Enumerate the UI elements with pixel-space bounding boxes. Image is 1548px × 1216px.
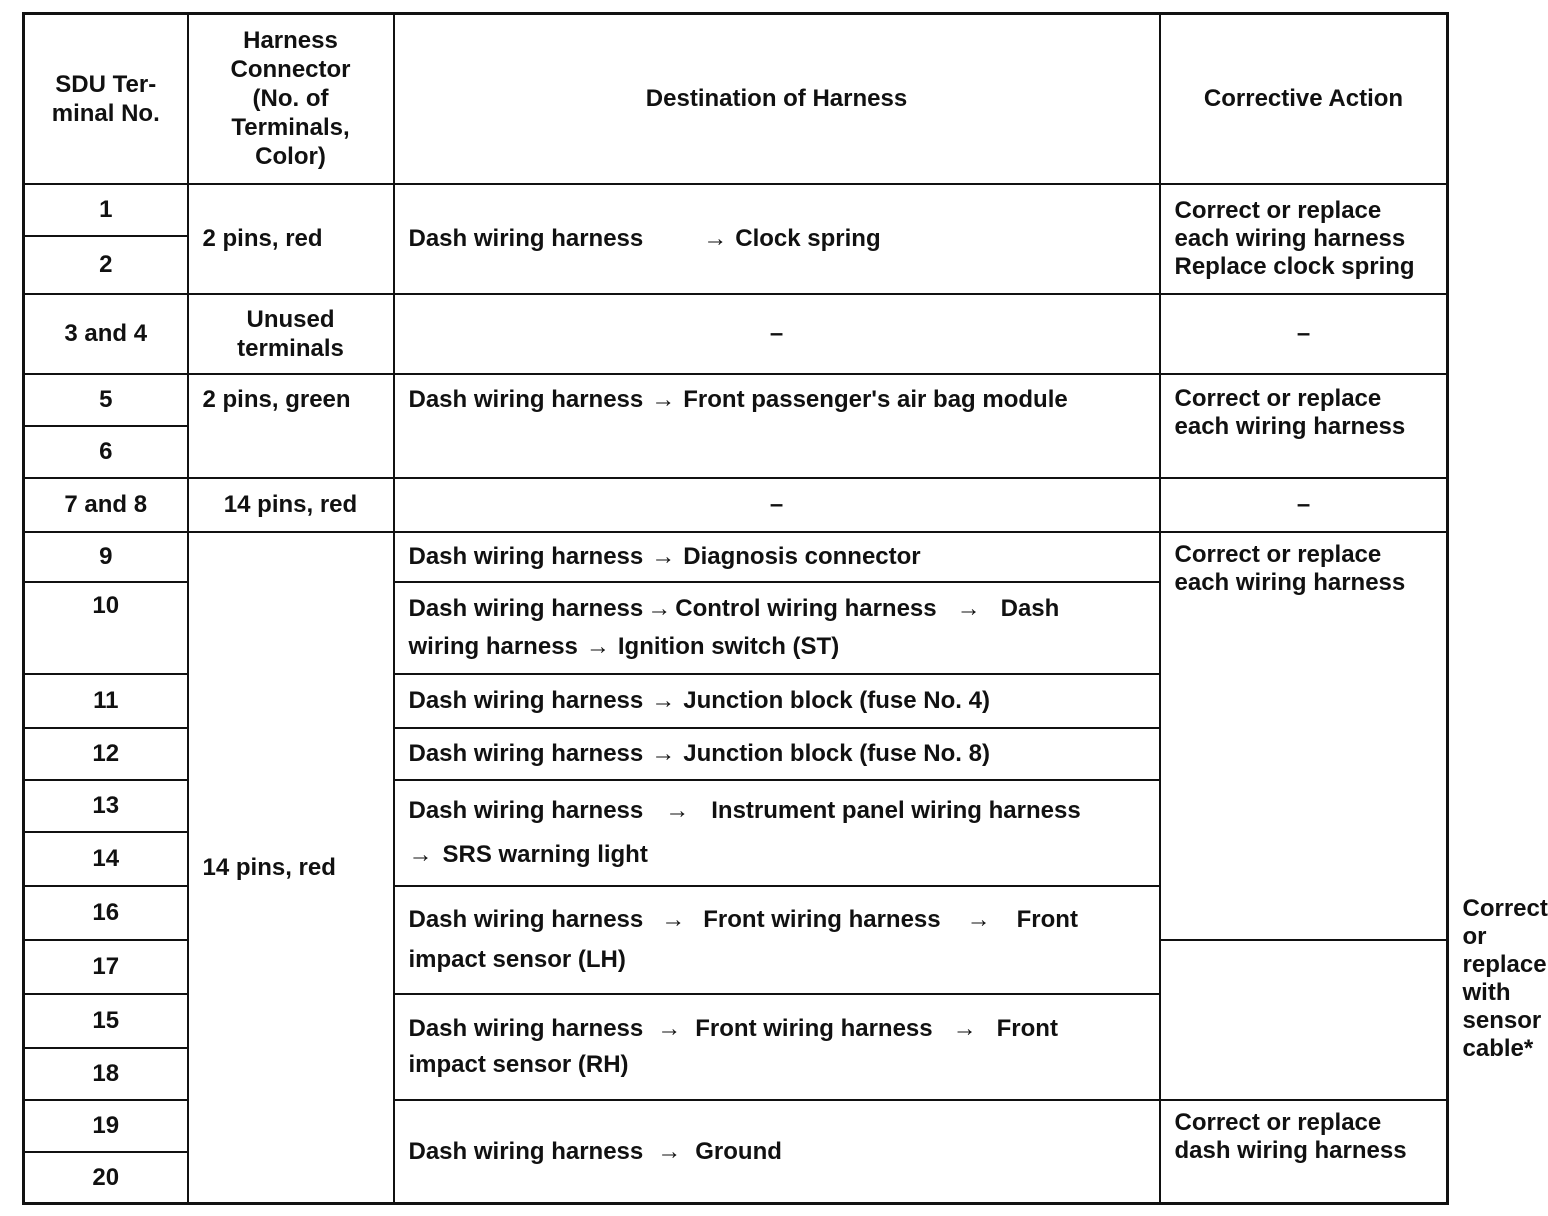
- terminal-cell: 18: [24, 1048, 188, 1100]
- arrow-icon: →: [651, 543, 676, 570]
- table-row: [24, 478, 1448, 532]
- table-row: [24, 374, 1448, 426]
- terminal-cell: 7 and 8: [24, 478, 188, 532]
- destination-cell: Dash wiring harness → Front passenger's air bag module: [394, 374, 1160, 478]
- destination-cell: Dash wiring harness → Junction block (fuse No. 8): [394, 728, 1160, 780]
- terminal-cell: 10: [24, 582, 188, 674]
- action-cell: –: [1160, 478, 1448, 532]
- terminal-cell: 3 and 4: [24, 294, 188, 374]
- header-action: Corrective Action: [1160, 14, 1448, 184]
- terminal-cell: 11: [24, 674, 188, 728]
- destination-cell: Dash wiring harness → Front wiring harness → Front impact sensor (LH): [394, 886, 1160, 994]
- arrow-icon: →: [651, 687, 676, 714]
- terminal-cell: 14: [24, 832, 188, 886]
- action-cell: Correct or replace each wiring harness: [1160, 374, 1448, 478]
- header-terminal: SDU Ter- minal No.: [24, 14, 188, 184]
- action-cell: –: [1160, 294, 1448, 374]
- action-cell: Correct or replace dash wiring harness: [1160, 1100, 1448, 1204]
- destination-cell: Dash wiring harness → Front wiring harness → Front impact sensor (RH): [394, 994, 1160, 1100]
- terminal-cell: 20: [24, 1152, 188, 1204]
- table-header-row: [24, 14, 1448, 184]
- action-cell: Correct or replace each wiring harness Replace clock spring: [1160, 184, 1448, 294]
- terminal-cell: 19: [24, 1100, 188, 1152]
- terminal-cell: 9: [24, 532, 188, 582]
- arrow-icon: →: [651, 385, 676, 413]
- destination-cell: Dash wiring harness → Control wiring harness → Dash wiring harness → Ignition switch (ST): [394, 582, 1160, 674]
- arrow-icon: →: [651, 740, 676, 767]
- destination-cell: Dash wiring harness → Ground: [394, 1100, 1160, 1204]
- connector-cell: 2 pins, green: [188, 374, 394, 478]
- sdu-terminal-table: [22, 12, 1548, 1205]
- header-connector: Harness Connector (No. of Terminals, Color): [188, 14, 394, 184]
- destination-cell: Dash wiring harness → Junction block (fuse No. 4): [394, 674, 1160, 728]
- connector-cell: Unused terminals: [188, 294, 394, 374]
- terminal-cell: 6: [24, 426, 188, 478]
- table-row: 16 Dash wiring harness → Front wiring harness → Front impact sensor (LH) Correct or replace with sensor cable*: [24, 886, 1448, 940]
- connector-cell: 2 pins, red: [188, 184, 394, 294]
- arrow-icon: →: [703, 225, 728, 252]
- destination-cell: –: [394, 478, 1160, 532]
- arrow-icon: →: [665, 796, 690, 824]
- arrow-icon: →: [952, 1014, 977, 1042]
- destination-cell: Dash wiring harness → Clock spring: [394, 184, 1160, 294]
- connector-cell: 14 pins, red: [188, 532, 394, 1204]
- destination-cell: –: [394, 294, 1160, 374]
- terminal-cell: 15: [24, 994, 188, 1048]
- terminal-cell: 13: [24, 780, 188, 832]
- terminal-cell: 1: [24, 184, 188, 236]
- arrow-icon: →: [661, 905, 686, 933]
- arrow-icon: →: [657, 1014, 682, 1042]
- table-row: [24, 532, 1448, 582]
- table-row: [24, 294, 1448, 374]
- arrow-icon: →: [647, 594, 672, 622]
- terminal-cell: 16: [24, 886, 188, 940]
- arrow-icon: →: [408, 840, 433, 868]
- terminal-cell: 5: [24, 374, 188, 426]
- table-row: [24, 184, 1448, 236]
- arrow-icon: →: [956, 594, 981, 622]
- arrow-icon: →: [657, 1137, 682, 1165]
- destination-cell: Dash wiring harness → Instrument panel wiring harness → SRS warning light: [394, 780, 1160, 886]
- terminal-cell: 12: [24, 728, 188, 780]
- header-destination: Destination of Harness: [394, 14, 1160, 184]
- connector-cell: 14 pins, red: [188, 478, 394, 532]
- destination-cell: Dash wiring harness → Diagnosis connector: [394, 532, 1160, 582]
- arrow-icon: →: [966, 905, 991, 933]
- arrow-icon: →: [585, 632, 610, 660]
- sdu-terminal-table-page: [22, 12, 1548, 1205]
- terminal-cell: 2: [24, 236, 188, 294]
- terminal-cell: 17: [24, 940, 188, 994]
- action-cell: Correct or replace each wiring harness: [1160, 532, 1448, 940]
